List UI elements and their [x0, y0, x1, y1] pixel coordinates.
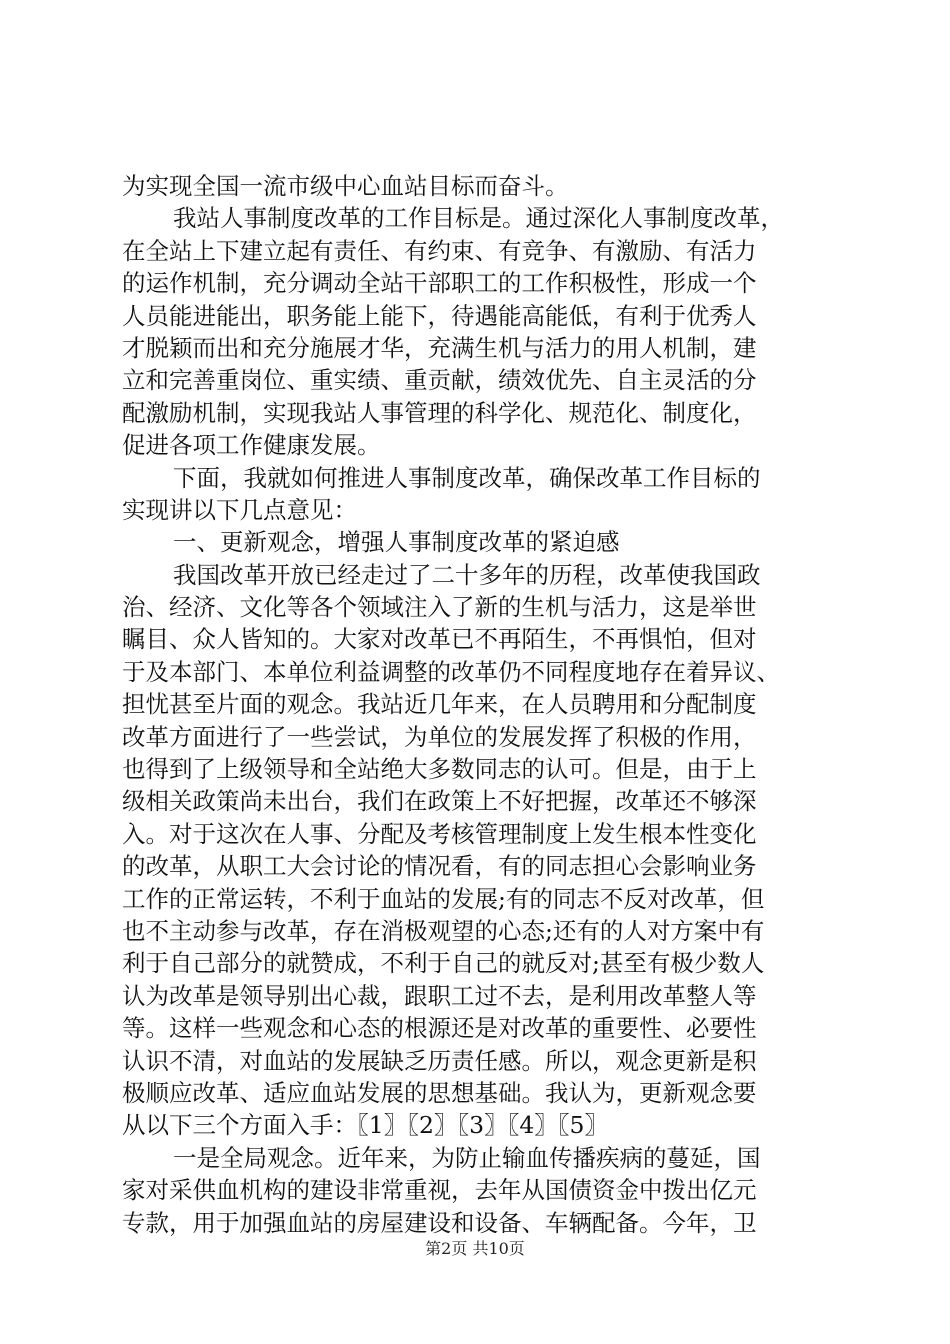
text-line: 改革方面进行了一些尝试，为单位的发展发挥了积极的作用，: [122, 722, 757, 751]
text-line: 配激励机制，实现我站人事管理的科学化、规范化、制度化，: [122, 398, 757, 427]
text-line: 为实现全国一流市级中心血站目标而奋斗。: [122, 172, 569, 200]
text-line: 促进各项工作健康发展。: [122, 431, 381, 460]
paragraph-start-line: 下面，我就如何推进人事制度改革，确保改革工作目标的: [173, 463, 761, 492]
text-line: 利于自己部分的就赞成，不利于自己的就反对;甚至有极少数人: [122, 949, 765, 978]
document-body: [122, 170, 832, 1239]
text-line: 从以下三个方面入手：〖1〗〖2〗〖3〗〖4〗〖5〗: [122, 1111, 609, 1140]
text-line: 专款，用于加强血站的房屋建设和设备、车辆配备。今年，卫: [122, 1208, 757, 1237]
text-line: 认识不清，对血站的发展缺乏历责任感。所以，观念更新是积: [122, 1046, 757, 1075]
text-line: 等。这样一些观念和心态的根源还是对改革的重要性、必要性: [122, 1014, 757, 1043]
text-line: 认为改革是领导别出心裁，跟职工过不去，是利用改革整人等: [122, 981, 757, 1010]
paragraph-start-line: 一是全局观念。近年来，为防止输血传播疾病的蔓延，国: [173, 1143, 761, 1172]
text-line: 才脱颖而出和充分施展才华，充满生机与活力的用人机制，建: [122, 333, 757, 362]
text-line: 的改革，从职工大会讨论的情况看，有的同志担心会影响业务: [122, 852, 757, 881]
paragraph-start-line: 我站人事制度改革的工作目标是。通过深化人事制度改革，: [173, 204, 784, 233]
text-line: 极顺应改革、适应血站发展的思想基础。我认为，更新观念要: [122, 1078, 757, 1107]
text-line: 瞩目、众人皆知的。大家对改革已不再陌生，不再惧怕，但对: [122, 625, 757, 654]
text-line: 的运作机制，充分调动全站干部职工的工作积极性，形成一个: [122, 269, 757, 298]
text-line: 家对采供血机构的建设非常重视，去年从国债资金中拨出亿元: [122, 1176, 757, 1205]
text-line: 在全站上下建立起有责任、有约束、有竞争、有激励、有活力: [122, 236, 757, 265]
text-line: 也得到了上级领导和全站绝大多数同志的认可。但是，由于上: [122, 755, 757, 784]
page-footer: 第2页 共10页: [425, 1239, 525, 1258]
text-line: 于及本部门、本单位利益调整的改革仍不同程度地存在着异议、: [122, 657, 780, 686]
text-line: 入。对于这次在人事、分配及考核管理制度上发生根本性变化: [122, 819, 757, 848]
text-line: 担忧甚至片面的观念。我站近几年来，在人员聘用和分配制度: [122, 690, 757, 719]
text-line: 立和完善重岗位、重实绩、重贡献，绩效优先、自主灵活的分: [122, 366, 757, 395]
text-line: 治、经济、文化等各个领域注入了新的生机与活力，这是举世: [122, 593, 757, 622]
text-line: 也不主动参与改革，存在消极观望的心态;还有的人对方案中有: [122, 916, 765, 945]
text-line: 实现讲以下几点意见：: [122, 495, 357, 524]
text-line: 级相关政策尚未出台，我们在政策上不好把握，改革还不够深: [122, 787, 757, 816]
section-heading: 一、更新观念，增强人事制度改革的紧迫感: [173, 528, 620, 557]
paragraph-start-line: 我国改革开放已经走过了二十多年的历程，改革使我国政: [173, 560, 761, 589]
text-line: 人员能进能出，职务能上能下，待遇能高能低，有利于优秀人: [122, 301, 757, 330]
text-line: 工作的正常运转，不利于血站的发展;有的同志不反对改革，但: [122, 884, 765, 913]
